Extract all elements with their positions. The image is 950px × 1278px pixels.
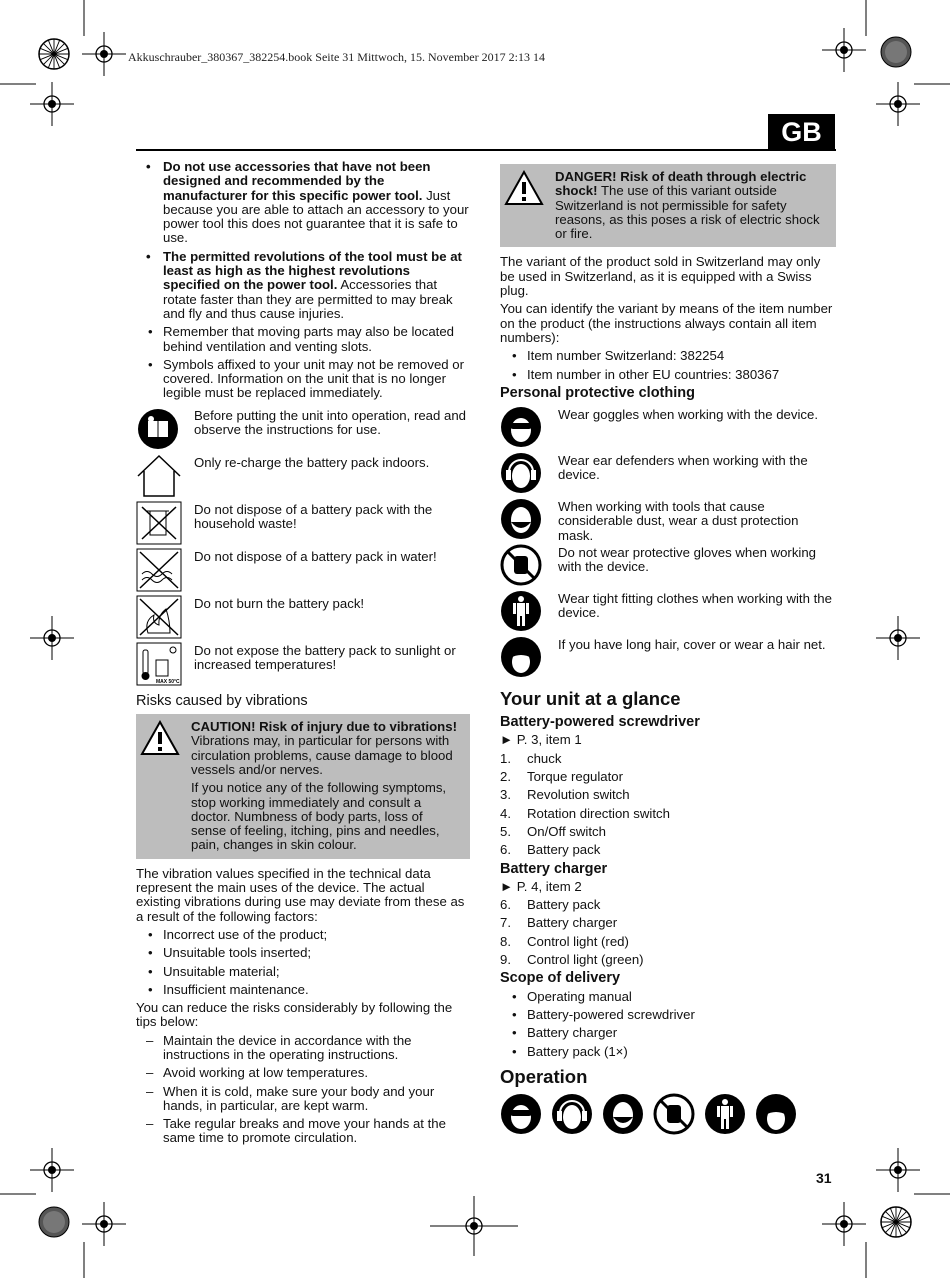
- caution-text: If you notice any of the following symptoms, stop working immediately and consult a doctor. Numbness of body parts, loss of sense of feeling, itching, pins and needles, pain, changes in skin colour.: [191, 780, 447, 853]
- glance-heading: Your unit at a glance: [500, 688, 681, 710]
- list-item: 8. Control light (red): [500, 933, 629, 949]
- symbol-text: Do not dispose of a battery pack with the household waste!: [194, 501, 433, 532]
- list-item: • Battery pack (1×): [500, 1045, 836, 1059]
- identify-text: You can identify the variant by means of the item number on the product (the instructions always contain all item numbers):: [500, 301, 833, 345]
- scope-heading: Scope of delivery: [500, 970, 621, 987]
- symbol-text: Do not burn the battery pack!: [194, 595, 365, 611]
- swiss-text: The variant of the product sold in Switzerland may only be used in Switzerland, as it is equipped with a Swiss plug.: [500, 254, 821, 299]
- list-item: • Item number Switzerland: 382254: [500, 349, 836, 363]
- ppe-text: Wear goggles when working with the device.: [558, 407, 818, 423]
- list-item: • Unsuitable material;: [136, 965, 470, 979]
- dust-mask-icon: [602, 1093, 644, 1135]
- ppe-row: [500, 452, 836, 495]
- ppe-text: Wear ear defenders when working with the device.: [558, 453, 808, 483]
- ppe-text: Wear tight fitting clothes when working with the device.: [558, 591, 832, 621]
- operation-icons: [500, 1093, 836, 1135]
- ear-defenders-icon: [500, 452, 542, 494]
- hair-net-icon: [500, 636, 542, 678]
- danger-box: DANGER! Risk of death through electric shock! The use of this variant outside Switzerland is not permissible for safety reasons, as this poses a risk of electric shock or fire.: [500, 164, 836, 247]
- list-item: – Maintain the device in accordance with the instructions in the operating instructions.: [136, 1034, 470, 1063]
- symbol-row: [136, 595, 470, 639]
- list-item: 5. On/Off switch: [500, 823, 606, 839]
- no-gloves-icon: [500, 544, 542, 586]
- right-column: [500, 164, 836, 1135]
- list-item: 6. Battery pack: [500, 842, 601, 858]
- caution-box: CAUTION! Risk of injury due to vibrations! Vibrations may, in particular for persons with circulation problems, cause damage to blood vessels and/or nerves. If you notice any of the following symptoms, stop working immediately and consult a doctor. Numbness of body parts, loss of sense of feeling, itching, pins and needles, pain, changes in skin colour.: [136, 714, 470, 859]
- symbol-text: Only re-charge the battery pack indoors.: [194, 454, 430, 470]
- list-item: 4. Rotation direction switch: [500, 805, 670, 821]
- svg-text:MAX 50°C: MAX 50°C: [156, 678, 180, 685]
- ppe-row: [500, 544, 836, 587]
- ppe-text: Do not wear protective gloves when working with the device.: [558, 545, 817, 575]
- screwdriver-ref: ► P. 3, item 1: [500, 732, 582, 748]
- crossed-bin-icon: [136, 501, 182, 545]
- ppe-text: When working with tools that cause considerable dust, wear a dust protection mask.: [558, 499, 799, 543]
- charger-ref: ► P. 4, item 2: [500, 878, 582, 894]
- header-rule: [136, 149, 836, 151]
- ppe-row: [500, 406, 836, 449]
- read-manual-icon: [136, 407, 182, 451]
- warning-triangle-icon: [140, 720, 180, 756]
- reduce-intro: You can reduce the risks considerably by following the tips below:: [136, 1000, 453, 1030]
- list-item: • Remember that moving parts may also be located behind ventilation and venting slots.: [136, 325, 470, 354]
- goggles-icon: [500, 406, 542, 448]
- no-fire-icon: [136, 595, 182, 639]
- ear-defenders-icon: [551, 1093, 593, 1135]
- ppe-row: [500, 636, 836, 679]
- page-number: 31: [816, 1170, 832, 1186]
- caution-title: CAUTION! Risk of injury due to vibrations!: [191, 719, 457, 735]
- list-item: • Operating manual: [500, 990, 836, 1004]
- tight-clothes-icon: [704, 1093, 746, 1135]
- operation-heading: Operation: [500, 1065, 588, 1087]
- list-item: • Battery-powered screwdriver: [500, 1008, 836, 1022]
- charger-heading: Battery charger: [500, 860, 608, 877]
- list-item: • Item number in other EU countries: 380367: [500, 368, 836, 382]
- list-item: • Incorrect use of the product;: [136, 928, 470, 942]
- list-item: • Symbols affixed to your unit may not be removed or covered. Information on the unit that is no longer legible must be replaced immediately.: [136, 358, 470, 401]
- ppe-heading: Personal protective clothing: [500, 384, 695, 401]
- list-item: • The permitted revolutions of the tool must be at least as high as the highest revolutions specified on the power tool. Accessories that rotate faster than they are permitted to may break and fly and thus cause injuries.: [136, 250, 470, 321]
- list-item: – Avoid working at low temperatures.: [136, 1066, 470, 1080]
- list-item: 3. Revolution switch: [500, 787, 630, 803]
- warning-triangle-icon: [504, 170, 544, 206]
- list-item: 7. Battery charger: [500, 915, 618, 931]
- ppe-text: If you have long hair, cover or wear a hair net.: [558, 637, 826, 653]
- symbol-text: Before putting the unit into operation, read and observe the instructions for use.: [194, 407, 467, 438]
- vibration-intro: The vibration values specified in the technical data represent the main uses of the device. The actual existing vibrations during use may deviate from these as a result of the following factors:: [136, 865, 465, 924]
- list-item: – When it is cold, make sure your body and your hands, in particular, are kept warm.: [136, 1085, 470, 1114]
- symbol-row: [136, 548, 470, 592]
- symbol-text: Do not expose the battery pack to sunlight or increased temperatures!: [194, 642, 456, 673]
- no-gloves-icon: [653, 1093, 695, 1135]
- left-column: [136, 160, 470, 1150]
- ppe-row: [500, 498, 836, 541]
- language-tab: GB: [768, 114, 835, 150]
- ppe-row: [500, 590, 836, 633]
- hair-net-icon: [755, 1093, 797, 1135]
- symbol-row: [136, 407, 470, 451]
- list-item: 2. Torque regulator: [500, 769, 624, 785]
- list-item: 1. chuck: [500, 750, 562, 766]
- list-item: 9. Control light (green): [500, 952, 644, 968]
- dust-mask-icon: [500, 498, 542, 540]
- list-item: 6. Battery pack: [500, 897, 601, 913]
- list-item: • Do not use accessories that have not been designed and recommended by the manufacturer for this specific power tool. Just because you are able to attach an accessory to your power tool this does not guarantee that it is safe to use.: [136, 160, 470, 246]
- symbol-row: [136, 454, 470, 498]
- no-heat-icon: [136, 642, 182, 686]
- symbol-row: [136, 501, 470, 545]
- list-item: • Insufficient maintenance.: [136, 983, 470, 997]
- vibration-heading: Risks caused by vibrations: [136, 692, 308, 709]
- no-water-icon: [136, 548, 182, 592]
- file-header: Akkuschrauber_380367_382254.book Seite 31 Mittwoch, 15. November 2017 2:13 14: [128, 50, 545, 64]
- house-icon: [136, 454, 182, 498]
- screwdriver-heading: Battery-powered screwdriver: [500, 714, 700, 731]
- tight-clothes-icon: [500, 590, 542, 632]
- list-item: – Take regular breaks and move your hands at the same time to promote circulation.: [136, 1117, 470, 1146]
- danger-title: DANGER! Risk of death through electric shock!: [555, 169, 807, 199]
- goggles-icon: [500, 1093, 542, 1135]
- symbol-text: Do not dispose of a battery pack in water!: [194, 548, 437, 564]
- list-item: • Unsuitable tools inserted;: [136, 946, 470, 960]
- list-item: • Battery charger: [500, 1026, 836, 1040]
- symbol-row: [136, 642, 470, 686]
